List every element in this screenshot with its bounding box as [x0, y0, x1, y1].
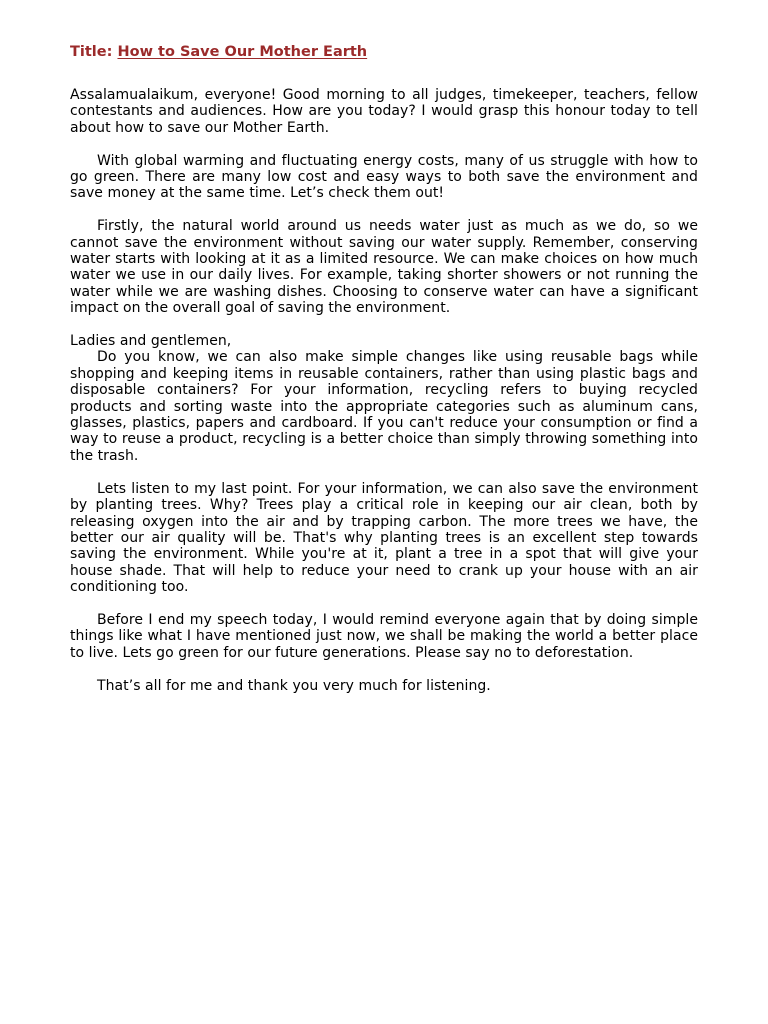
title-label: Title:	[70, 44, 113, 60]
paragraph-closing: That’s all for me and thank you very much for listening.	[97, 677, 491, 694]
paragraph-recycling: Do you know, we can also make simple changes like using reusable bags while shopping and keeping items in reusable containers, rather than using plastic bags and disposable containers? For your information, recycling refers to buying recycled products and sorting waste into the appropriate categories such as aluminum cans, glasses, plastics, papers and cardboard. If you can't reduce your consumption or find a way to reuse a product, recycling is a better choice than simply throwing something into the trash.	[70, 349, 698, 464]
document-page	[70, 43, 698, 710]
paragraph-greeting: Assalamualaikum, everyone! Good morning to all judges, timekeeper, teachers, fellow contestants and audiences. How are you today? I would grasp this honour today to tell about how to save our Mother Earth.	[70, 87, 698, 136]
paragraph-trees: Lets listen to my last point. For your information, we can also save the environment by planting trees. Why? Trees play a critical role in keeping our air clean, both by releasing oxygen into the air and by trapping carbon. The more trees we have, the better our air quality will be. That's why planting trees is an excellent step towards saving the environment. While you're at it, plant a tree in a spot that will give your house shade. That will help to reduce your need to crank up your house with an air conditioning too.	[70, 480, 698, 596]
paragraph-salutation: Ladies and gentlemen,	[70, 333, 232, 350]
title-text: How to Save Our Mother Earth	[117, 44, 368, 60]
paragraph-conclusion: Before I end my speech today, I would remind everyone again that by doing simple things like what I have mentioned just now, we shall be making the world a better place to live. Lets go green for our future generations. Please say no to deforestation.	[70, 611, 698, 661]
paragraph-water: Firstly, the natural world around us needs water just as much as we do, so we cannot save the environment without saving our water supply. Remember, conserving water starts with looking at it as a limited resource. We can make choices on how much water we use in our daily lives. For example, taking shorter showers or not running the water while we are washing dishes. Choosing to conserve water can have a significant impact on the overall goal of saving the environment.	[70, 218, 698, 317]
document-title	[70, 43, 698, 61]
paragraph-intro: With global warming and fluctuating energy costs, many of us struggle with how to go green. There are many low cost and easy ways to both save the environment and save money at the same time. Let’s check them out!	[70, 152, 698, 202]
